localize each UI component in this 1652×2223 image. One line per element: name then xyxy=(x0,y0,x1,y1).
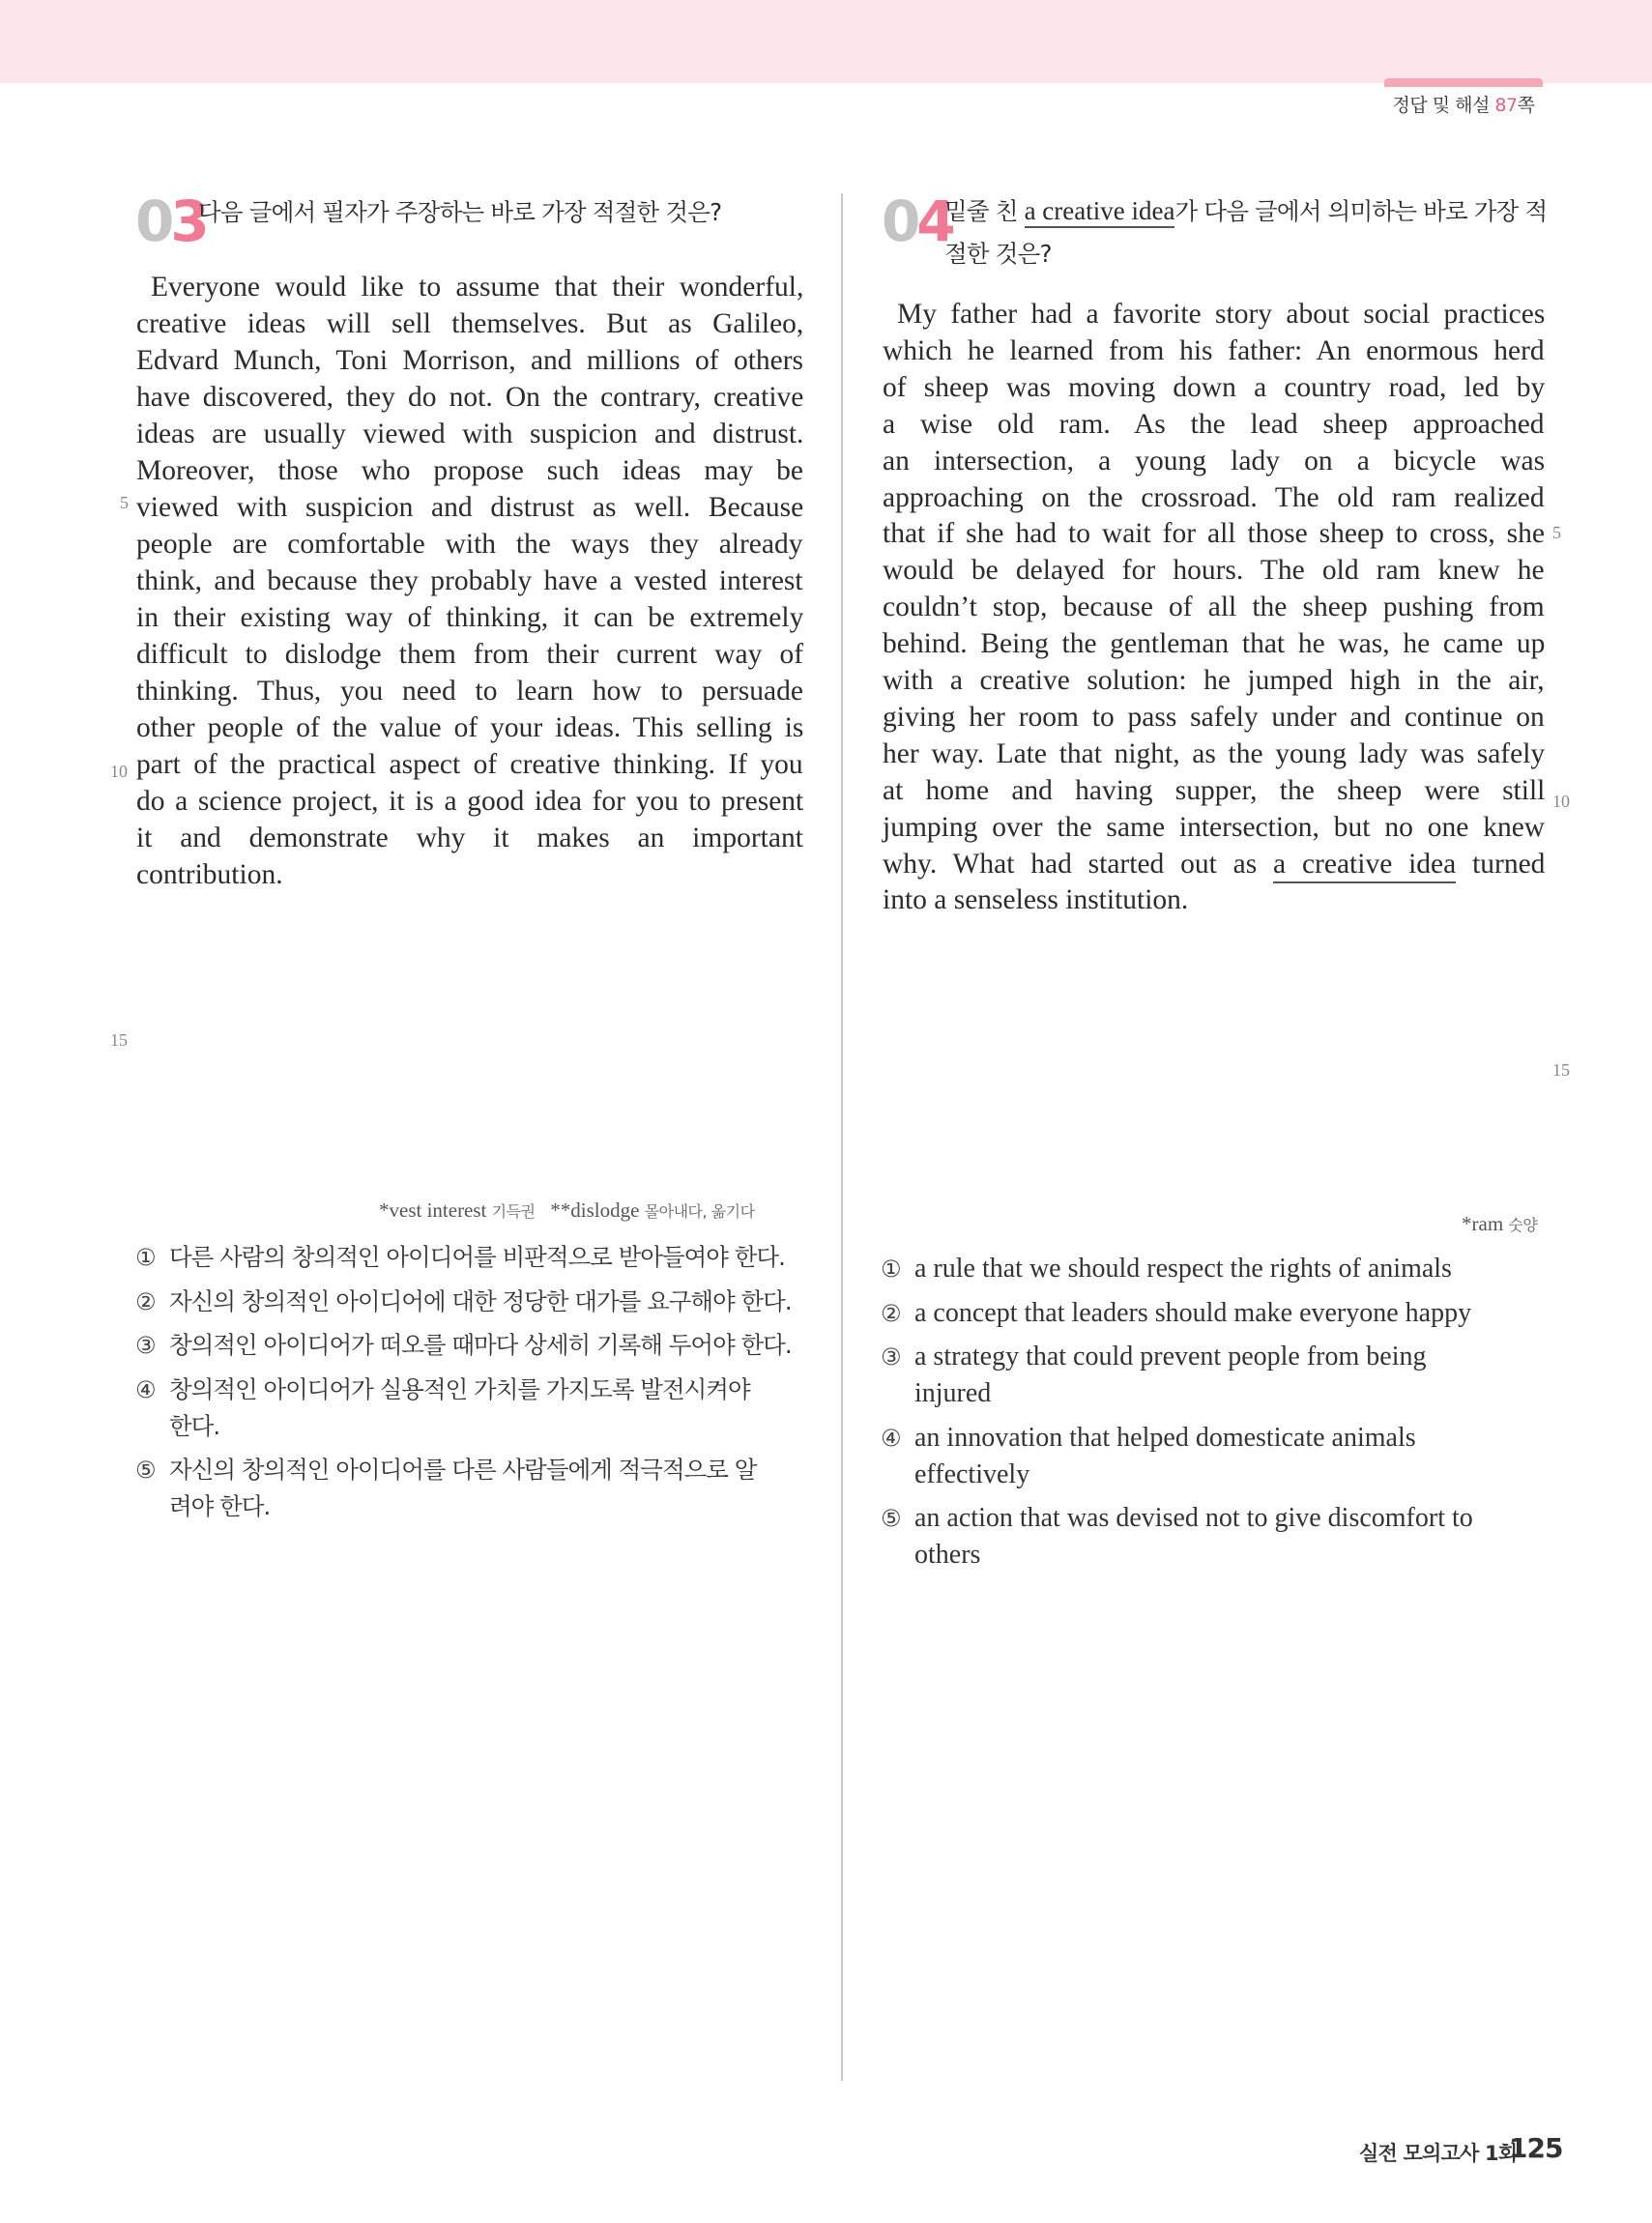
option-text: injured xyxy=(914,1378,992,1408)
passage-line: My father had a favorite story about social practices xyxy=(897,299,1546,330)
header-tab-marker xyxy=(1384,78,1543,87)
column-divider xyxy=(841,193,843,2081)
passage-line: ideas are usually viewed with suspicion and distrust. xyxy=(136,419,804,449)
answer-option-3[interactable] xyxy=(881,1339,1548,1412)
passage-line: it and demonstrate why it makes an important xyxy=(136,823,803,853)
answer-option-2[interactable] xyxy=(135,1284,802,1320)
passage-line: in their existing way of thinking, it can be extremely xyxy=(136,602,804,633)
passage-line: people are comfortable with the ways they already xyxy=(136,529,803,560)
passage-line: that if she had to wait for all those sheep to cross, she xyxy=(883,518,1546,550)
option-text: a concept that leaders should make everyone happy xyxy=(914,1297,1472,1328)
passage-line: into a senseless institution. xyxy=(883,884,1189,916)
answer-reference: 정답 및 해설 87쪽 xyxy=(1392,95,1535,116)
underlined-phrase: a creative idea xyxy=(1273,849,1456,883)
passage-line: thinking. Thus, you need to learn how to persuade xyxy=(136,676,803,707)
underlined-phrase: a creative idea xyxy=(1025,196,1175,228)
question-number-04: 04 xyxy=(882,188,952,254)
option-number: ④ xyxy=(881,1424,902,1452)
passage-line: difficult to dislodge them from their current way of xyxy=(136,639,804,670)
option-number: ⑤ xyxy=(135,1457,157,1484)
passage-line: creative ideas will sell themselves. But as Galileo, xyxy=(136,308,804,339)
answer-option-3[interactable] xyxy=(135,1327,802,1364)
passage-line-text: why. What had started out as xyxy=(883,848,1274,880)
passage-line: which he learned from his father: An enormous herd xyxy=(883,334,1545,366)
passage-line: contribution. xyxy=(136,859,283,890)
option-text: others xyxy=(914,1540,981,1570)
option-text: a strategy that could prevent people from being xyxy=(914,1342,1427,1371)
question-03-title: 다음 글에서 필자가 주장하는 바로 가장 적절한 것은? xyxy=(198,198,722,226)
line-number: 15 xyxy=(110,1030,128,1050)
footer-label: 실전 모의고사 1회 xyxy=(1359,2142,1518,2165)
passage-line: have discovered, they do not. On the contrary, creative xyxy=(136,382,804,413)
option-text: an innovation that helped domesticate animals xyxy=(914,1422,1416,1453)
answer-option-5[interactable] xyxy=(135,1452,802,1525)
option-text: 자신의 창의적인 아이디어에 대한 정당한 대가를 요구해야 한다. xyxy=(169,1286,792,1315)
passage-line: other people of the value of your ideas. This selling is xyxy=(136,712,804,743)
passage-line: with a creative solution: he jumped high in the air, xyxy=(883,665,1545,696)
line-number: 10 xyxy=(1552,792,1570,811)
option-text: 려야 한다. xyxy=(169,1492,271,1520)
answer-option-5[interactable] xyxy=(881,1500,1548,1573)
option-number: ④ xyxy=(135,1375,157,1403)
passage-line: jumping over the same intersection, but no one knew xyxy=(883,811,1546,843)
question-04-footnote: *ram 숫양 xyxy=(1462,1212,1538,1235)
option-text: 창의적인 아이디어가 실용적인 가치를 가지도록 발전시켜야 xyxy=(169,1374,750,1403)
passage-line: giving her room to pass safely under and continue on xyxy=(883,701,1545,733)
passage-line: viewed with suspicion and distrust as well. Because xyxy=(136,492,804,523)
option-text: 자신의 창의적인 아이디어를 다른 사람들에게 적극적으로 알 xyxy=(169,1456,757,1484)
passage-line: Moreover, those who propose such ideas may be xyxy=(136,455,803,486)
passage-line: her way. Late that night, as the young lady was safely xyxy=(883,737,1546,769)
answer-option-4[interactable] xyxy=(881,1420,1548,1493)
question-03-footnote: *vest interest 기득권 **dislodge 몰아내다, 옮기다 xyxy=(379,1198,755,1222)
passage-line: Edvard Munch, Toni Morrison, and millions of others xyxy=(136,345,804,376)
passage-line: part of the practical aspect of creative thinking. If you xyxy=(136,749,803,780)
passage-line: of sheep was moving down a country road, led by xyxy=(883,371,1546,403)
passage-line: do a science project, it is a good idea for you to present xyxy=(136,786,804,817)
passage-line: think, and because they probably have a vested interest xyxy=(136,565,803,596)
answer-option-1[interactable] xyxy=(881,1251,1548,1287)
passage-line-text: turned xyxy=(1456,848,1546,880)
option-number: ③ xyxy=(135,1332,157,1359)
passage-line: couldn’t stop, because of all the sheep pushing from xyxy=(883,592,1545,623)
passage-line: an intersection, a young lady on a bicycle was xyxy=(883,445,1546,476)
line-number: 5 xyxy=(120,493,129,512)
option-number: ② xyxy=(135,1287,157,1315)
answer-option-1[interactable] xyxy=(135,1239,802,1276)
option-text: a rule that we should respect the rights of animals xyxy=(914,1254,1452,1284)
answer-option-4[interactable] xyxy=(135,1371,802,1445)
question-04-passage xyxy=(883,298,1550,1206)
passage-line: Everyone would like to assume that their wonderful, xyxy=(151,272,804,303)
option-text: 다른 사람의 창의적인 아이디어를 비판적으로 받아들여야 한다. xyxy=(169,1243,785,1271)
option-number: ③ xyxy=(881,1343,902,1371)
top-color-band xyxy=(0,0,1652,83)
option-number: ⑤ xyxy=(881,1505,902,1532)
line-number: 5 xyxy=(1552,523,1561,542)
option-number: ① xyxy=(881,1256,902,1283)
line-number: 15 xyxy=(1552,1060,1570,1080)
passage-line: behind. Being the gentleman that he was, he came up xyxy=(883,628,1546,660)
answer-option-2[interactable] xyxy=(881,1295,1548,1332)
passage-line: approaching on the crossroad. The old ram realized xyxy=(883,481,1545,513)
line-number: 10 xyxy=(110,762,128,781)
passage-line: a wise old ram. As the lead sheep approached xyxy=(883,408,1545,440)
passage-line: at home and having supper, the sheep were still xyxy=(883,774,1546,806)
question-number-03: 03 xyxy=(135,188,206,254)
option-number: ② xyxy=(881,1299,902,1327)
passage-line: would be delayed for hours. The old ram knew he xyxy=(883,555,1545,587)
option-text: 한다. xyxy=(169,1411,220,1440)
option-text: effectively xyxy=(914,1458,1030,1489)
passage-line xyxy=(883,848,1545,881)
question-04-title: 밑줄 친 a creative idea가 다음 글에서 의미하는 바로 가장 적 절한 것은? xyxy=(944,196,1548,268)
page-number: 125 xyxy=(1509,2132,1563,2164)
option-text: an action that was devised not to give discomfort to xyxy=(914,1503,1473,1533)
option-number: ① xyxy=(135,1244,157,1271)
option-text: 창의적인 아이디어가 떠오를 때마다 상세히 기록해 두어야 한다. xyxy=(169,1331,792,1359)
question-03-passage xyxy=(136,271,803,1179)
